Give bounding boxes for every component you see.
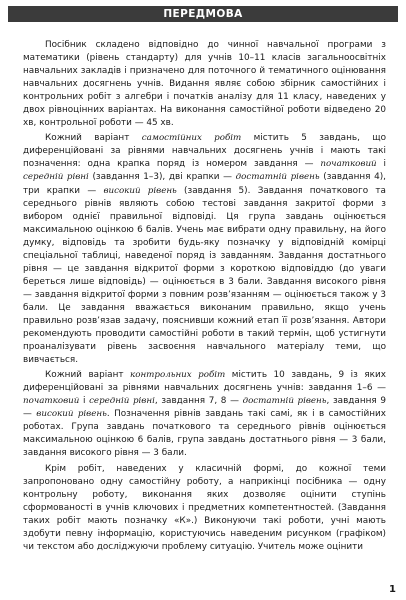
paragraph-4	[23, 463, 386, 554]
italic-term: середній рівні	[89, 396, 155, 407]
paragraph-text: Крім робіт, наведених у класичній формі, до кожної теми запропоновано одну самостійну роботу, а наприкінці посібника — одну контрольну роботу, виконання яких дозволяє оцінити ступінь сформованості в учнів ключових і предметних компетентностей. (Завдання таких робіт мають позначку «К».) Виконуючи такі роботи, учні мають здобути певну інформацію, користуючись наведеним рисунком (графіком) чи текстом або досліджуючи проблему ситуацію. Учитель може оцінити	[23, 463, 386, 552]
section-header	[8, 6, 398, 22]
italic-term: достатній рівень	[242, 396, 327, 407]
paragraph-text: . Позначення рівнів завдань такі самі, як і в самостійних роботах. Група завдань початкового та середнього рівнів оцінюється максимальною оцінкою 6 балів, група завдань достатнього рівня — 3 бали, завдання високого рівня — 3 бали.	[23, 409, 386, 459]
italic-term: достатній рівень	[235, 172, 320, 183]
italic-term: середній рівні	[23, 172, 89, 183]
paragraph-text: (завдання 1–3), дві крапки —	[88, 172, 236, 183]
page-number: 1	[389, 584, 396, 595]
paragraph-1	[23, 39, 386, 130]
paragraph-text: (завдання 5). Завдання початкового та середнього рівнів являють собою тестові завдання закритої форми з вибором однієї правильної відповіді. Ця група завдань оцінюється максимальною оцінкою 6 балів. Учень має вибрати одну правильну, на його думку, відповідь та зробити будь-яку позначку у відповідній комірці спеціальної таблиці, наведеної поряд із завданням. Завдання достатнього рівня — це завдання відкритої форми з короткою відповіддю (до уваги береться лише відповідь) — оцінюється в 3 бали. Завдання високого рівня — завдання відкритої форми з повним розв’язанням — оцінюється також у 3 бали. Це завдання вважається виконаним правильно, якщо учень правильно розв’язав задачу, пояснивши кожний етап її розв’язання. Автори рекомендують проводити самостійні роботи в такий термін, щоб устигнути проаналізувати рівень засвоєння навчального матеріалу теми, що вивчається.	[23, 185, 386, 366]
italic-term: самостійних робіт	[141, 133, 242, 144]
preface-body	[23, 39, 386, 556]
paragraph-3	[23, 369, 386, 460]
paragraph-text: Посібник складено відповідно до чинної навчальної програми з математики (рівень стандарту) для учнів 10–11 класів загальноосвітніх навчальних закладів і призначено для поточного й тематичного оцінювання навчальних досягнень учнів. Видання являє собою збірник самостійних і контрольних робіт з алгебри і початків аналізу для 11 класу, наведених у двох рівноцінних варіантах. На виконання самостійної роботи відведено 20 хв, контрольної роботи — 45 хв.	[23, 40, 386, 129]
paragraph-text: містить 10 завдань, 9 із яких диференційовані за рівнями навчальних досягнень учнів: завдання 1–6 —	[23, 370, 386, 394]
italic-term: високий рівень	[36, 409, 107, 420]
italic-term: контрольних робіт	[130, 370, 226, 381]
italic-term: високий рівень	[103, 185, 177, 196]
italic-term: початковий	[320, 159, 377, 170]
paragraph-text: , завдання 9 —	[23, 396, 386, 420]
paragraph-text: і	[376, 159, 386, 170]
paragraph-text: (завдання 4), три крапки —	[23, 172, 386, 196]
paragraph-text: Кожний варіант	[45, 133, 142, 144]
paragraph-text: і	[79, 396, 90, 407]
section-title: ПЕРЕДМОВА	[163, 8, 243, 20]
paragraph-text: , завдання 7, 8 —	[154, 396, 243, 407]
paragraph-2	[23, 132, 386, 367]
italic-term: початковий	[23, 396, 80, 407]
paragraph-text: містить 5 завдань, що диференційовані за рівнями навчальних досягнень учнів і мають такі позначення: одна крапка поряд із номером завдання —	[23, 133, 386, 170]
paragraph-text: Кожний варіант	[45, 370, 131, 381]
